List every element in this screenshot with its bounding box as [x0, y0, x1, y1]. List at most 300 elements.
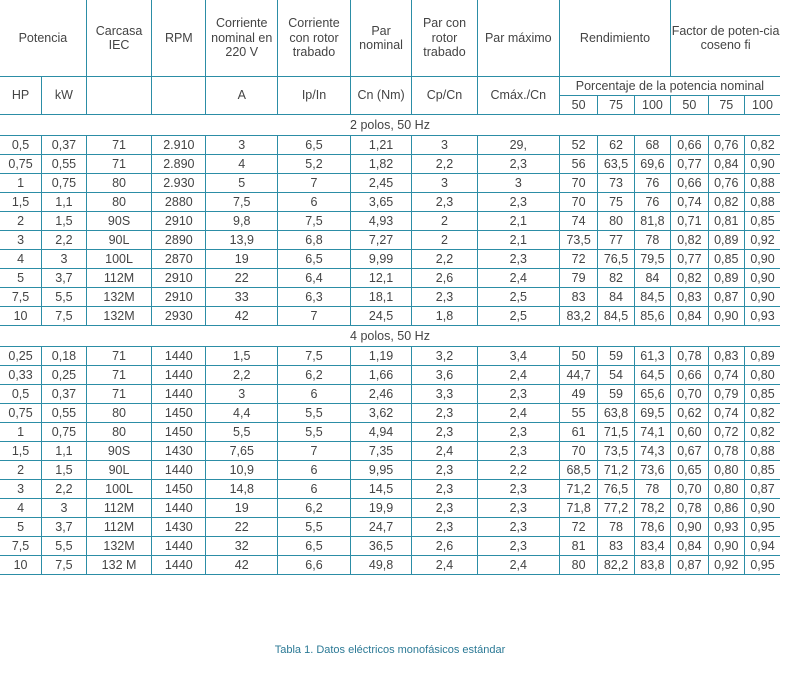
table-cell: 77,2 [598, 499, 634, 518]
table-cell: 0,71 [671, 212, 708, 231]
table-cell: 73,5 [559, 231, 597, 250]
table-cell: 3,7 [42, 269, 87, 288]
table-cell: 0,62 [671, 404, 708, 423]
table-cell: 2,3 [412, 193, 478, 212]
table-cell: 0,85 [744, 212, 780, 231]
table-cell: 0,92 [708, 556, 744, 575]
table-cell: 2.910 [152, 136, 206, 155]
table-cell: 55 [559, 404, 597, 423]
table-cell: 80 [86, 193, 152, 212]
table-cell: 71 [86, 347, 152, 366]
table-cell: 2,45 [350, 174, 411, 193]
table-cell: 5,5 [206, 423, 278, 442]
table-cell: 78,6 [634, 518, 670, 537]
table-cell: 84 [634, 269, 670, 288]
table-cell: 2,3 [477, 155, 559, 174]
table-cell: 3,4 [477, 347, 559, 366]
table-cell: 73,6 [634, 461, 670, 480]
table-cell: 14,8 [206, 480, 278, 499]
table-cell: 2,3 [477, 537, 559, 556]
table-cell: 24,7 [350, 518, 411, 537]
header-potencia: Potencia [0, 0, 86, 77]
table-cell: 4,94 [350, 423, 411, 442]
table-cell: 0,82 [671, 231, 708, 250]
table-cell: 71,2 [559, 480, 597, 499]
table-cell: 7,5 [278, 347, 351, 366]
table-cell: 0,66 [671, 174, 708, 193]
table-cell: 1440 [152, 499, 206, 518]
table-cell: 2,6 [412, 537, 478, 556]
table-cell: 2 [412, 231, 478, 250]
table-cell: 76,5 [598, 250, 634, 269]
table-cell: 2,2 [477, 461, 559, 480]
table-cell: 84,5 [634, 288, 670, 307]
table-cell: 85,6 [634, 307, 670, 326]
table-cell: 1440 [152, 537, 206, 556]
table-cell: 22 [206, 269, 278, 288]
table-cell: 0,92 [744, 231, 780, 250]
table-cell: 54 [598, 366, 634, 385]
table-cell: 81,8 [634, 212, 670, 231]
table-cell: 0,74 [708, 366, 744, 385]
table-cell: 2 [412, 212, 478, 231]
table-cell: 1450 [152, 480, 206, 499]
table-body [0, 115, 780, 575]
table-cell: 29, [477, 136, 559, 155]
table-cell: 2,3 [477, 250, 559, 269]
table-cell: 82 [598, 269, 634, 288]
table-cell: 24,5 [350, 307, 411, 326]
table-cell: 2,2 [412, 250, 478, 269]
table-cell: 6,2 [278, 499, 351, 518]
table-cell: 78 [634, 480, 670, 499]
table-cell: 0,74 [671, 193, 708, 212]
table-cell: 0,90 [744, 250, 780, 269]
table-cell: 2910 [152, 269, 206, 288]
section-header-row [0, 115, 780, 136]
table-cell: 132M [86, 307, 152, 326]
table-row [0, 518, 780, 537]
table-cell: 2880 [152, 193, 206, 212]
table-cell: 0,37 [42, 136, 87, 155]
table-cell: 2,1 [477, 231, 559, 250]
table-cell: 4 [0, 250, 42, 269]
subheader-porcentaje: Porcentaje de la potencia nominal [559, 77, 780, 96]
section-header-row [0, 326, 780, 347]
section-title: 4 polos, 50 Hz [0, 326, 780, 347]
table-cell: 6 [278, 480, 351, 499]
table-cell: 0,55 [42, 404, 87, 423]
table-cell: 5,5 [278, 423, 351, 442]
table-cell: 0,90 [744, 155, 780, 174]
table-cell: 100L [86, 480, 152, 499]
table-cell: 0,78 [708, 442, 744, 461]
table-cell: 71 [86, 385, 152, 404]
header-corriente-rotor: Corriente con rotor trabado [278, 0, 351, 77]
table-cell: 7,65 [206, 442, 278, 461]
table-cell: 71,8 [559, 499, 597, 518]
table-cell: 0,76 [708, 174, 744, 193]
table-cell: 63,5 [598, 155, 634, 174]
table-cell: 0,86 [708, 499, 744, 518]
subheader-kw: kW [42, 77, 87, 115]
table-cell: 5,2 [278, 155, 351, 174]
table-row [0, 269, 780, 288]
table-cell: 7,5 [42, 556, 87, 575]
table-row [0, 480, 780, 499]
table-cell: 2,4 [477, 404, 559, 423]
table-cell: 19,9 [350, 499, 411, 518]
table-cell: 36,5 [350, 537, 411, 556]
table-cell: 0,77 [671, 155, 708, 174]
table-cell: 2 [0, 461, 42, 480]
table-cell: 7,5 [42, 307, 87, 326]
table-cell: 0,84 [671, 307, 708, 326]
table-row [0, 174, 780, 193]
table-cell: 76 [634, 174, 670, 193]
table-cell: 0,66 [671, 136, 708, 155]
table-cell: 0,79 [708, 385, 744, 404]
table-cell: 2930 [152, 307, 206, 326]
table-row [0, 366, 780, 385]
table-cell: 84,5 [598, 307, 634, 326]
table-cell: 7,5 [278, 212, 351, 231]
table-row [0, 250, 780, 269]
table-cell: 70 [559, 442, 597, 461]
subheader-cp-cn: Cp/Cn [412, 77, 478, 115]
table-cell: 1440 [152, 347, 206, 366]
table-cell: 68 [634, 136, 670, 155]
table-cell: 0,70 [671, 385, 708, 404]
table-cell: 1,66 [350, 366, 411, 385]
table-cell: 1,82 [350, 155, 411, 174]
table-cell: 2,3 [477, 499, 559, 518]
subheader-rpm [152, 77, 206, 115]
table-cell: 71,5 [598, 423, 634, 442]
table-cell: 1,5 [0, 193, 42, 212]
table-cell: 2,3 [477, 193, 559, 212]
table-cell: 4,4 [206, 404, 278, 423]
table-cell: 42 [206, 556, 278, 575]
table-row [0, 556, 780, 575]
table-cell: 0,60 [671, 423, 708, 442]
table-cell: 0,87 [671, 556, 708, 575]
table-row [0, 288, 780, 307]
table-cell: 5,5 [278, 404, 351, 423]
table-cell: 90L [86, 231, 152, 250]
table-cell: 4 [206, 155, 278, 174]
header-row-main [0, 0, 780, 77]
table-cell: 56 [559, 155, 597, 174]
table-cell: 0,93 [744, 307, 780, 326]
subheader-rend-75: 75 [598, 96, 634, 115]
table-cell: 0,5 [0, 136, 42, 155]
table-row [0, 347, 780, 366]
table-cell: 1440 [152, 556, 206, 575]
table-cell: 3,7 [42, 518, 87, 537]
table-cell: 0,83 [708, 347, 744, 366]
table-cell: 7,35 [350, 442, 411, 461]
table-cell: 0,75 [0, 404, 42, 423]
table-cell: 0,66 [671, 366, 708, 385]
table-cell: 112M [86, 518, 152, 537]
table-cell: 2,4 [477, 366, 559, 385]
table-cell: 6,5 [278, 537, 351, 556]
table-cell: 0,70 [671, 480, 708, 499]
table-cell: 90L [86, 461, 152, 480]
table-cell: 5 [0, 518, 42, 537]
table-cell: 0,33 [0, 366, 42, 385]
table-cell: 71 [86, 366, 152, 385]
subheader-rend-100: 100 [634, 96, 670, 115]
table-cell: 112M [86, 269, 152, 288]
table-cell: 100L [86, 250, 152, 269]
table-cell: 6,4 [278, 269, 351, 288]
subheader-a: A [206, 77, 278, 115]
table-cell: 0,90 [708, 537, 744, 556]
table-cell: 83,8 [634, 556, 670, 575]
table-cell: 2,3 [477, 518, 559, 537]
table-cell: 2,1 [477, 212, 559, 231]
table-cell: 6 [278, 193, 351, 212]
subheader-ip-in: Ip/In [278, 77, 351, 115]
table-cell: 0,75 [42, 174, 87, 193]
table-row [0, 442, 780, 461]
table-cell: 0,87 [744, 480, 780, 499]
table-cell: 22 [206, 518, 278, 537]
table-cell: 4 [0, 499, 42, 518]
table-cell: 74,1 [634, 423, 670, 442]
table-cell: 10 [0, 556, 42, 575]
table-cell: 42 [206, 307, 278, 326]
table-cell: 90S [86, 442, 152, 461]
table-cell: 62 [598, 136, 634, 155]
table-cell: 65,6 [634, 385, 670, 404]
table-cell: 50 [559, 347, 597, 366]
table-cell: 132M [86, 288, 152, 307]
table-cell: 68,5 [559, 461, 597, 480]
header-par-nominal: Par nominal [350, 0, 411, 77]
table-cell: 71 [86, 155, 152, 174]
table-cell: 2,4 [477, 269, 559, 288]
table-cell: 0,55 [42, 155, 87, 174]
table-cell: 13,9 [206, 231, 278, 250]
table-cell: 1 [0, 174, 42, 193]
table-cell: 1,19 [350, 347, 411, 366]
table-cell: 3 [42, 250, 87, 269]
table-cell: 0,80 [744, 366, 780, 385]
table-cell: 79,5 [634, 250, 670, 269]
table-cell: 3 [0, 231, 42, 250]
table-cell: 0,67 [671, 442, 708, 461]
table-cell: 2,2 [42, 480, 87, 499]
table-cell: 3 [412, 174, 478, 193]
table-cell: 70 [559, 193, 597, 212]
table-cell: 2,3 [412, 404, 478, 423]
table-cell: 72 [559, 518, 597, 537]
header-carcasa: Carcasa IEC [86, 0, 152, 77]
table-cell: 49,8 [350, 556, 411, 575]
table-cell: 69,6 [634, 155, 670, 174]
table-cell: 2,4 [477, 556, 559, 575]
table-cell: 80 [86, 404, 152, 423]
table-cell: 5 [0, 269, 42, 288]
table-cell: 0,5 [0, 385, 42, 404]
table-cell: 7 [278, 442, 351, 461]
subheader-rend-50: 50 [559, 96, 597, 115]
table-cell: 72 [559, 250, 597, 269]
table-cell: 9,99 [350, 250, 411, 269]
table-cell: 0,80 [708, 461, 744, 480]
table-cell: 7,5 [0, 288, 42, 307]
table-cell: 6,3 [278, 288, 351, 307]
table-cell: 52 [559, 136, 597, 155]
table-cell: 1450 [152, 423, 206, 442]
table-cell: 7,5 [0, 537, 42, 556]
table-cell: 2,3 [477, 442, 559, 461]
table-cell: 0,95 [744, 518, 780, 537]
table-cell: 0,65 [671, 461, 708, 480]
table-cell: 32 [206, 537, 278, 556]
table-row [0, 136, 780, 155]
table-cell: 2,2 [412, 155, 478, 174]
table-row [0, 307, 780, 326]
table-cell: 7 [278, 174, 351, 193]
table-cell: 18,1 [350, 288, 411, 307]
table-cell: 33 [206, 288, 278, 307]
table-cell: 0,82 [708, 193, 744, 212]
table-cell: 0,77 [671, 250, 708, 269]
header-row-units [0, 77, 780, 96]
table-cell: 75 [598, 193, 634, 212]
table-cell: 0,78 [671, 499, 708, 518]
table-cell: 7,27 [350, 231, 411, 250]
table-cell: 3,3 [412, 385, 478, 404]
table-cell: 78 [634, 231, 670, 250]
section-title: 2 polos, 50 Hz [0, 115, 780, 136]
table-cell: 73,5 [598, 442, 634, 461]
table-cell: 90S [86, 212, 152, 231]
table-cell: 2,3 [412, 499, 478, 518]
table-cell: 14,5 [350, 480, 411, 499]
table-cell: 0,89 [744, 347, 780, 366]
table-cell: 2,3 [412, 518, 478, 537]
table-cell: 0,76 [708, 136, 744, 155]
table-cell: 2.890 [152, 155, 206, 174]
table-cell: 78 [598, 518, 634, 537]
table-cell: 83,4 [634, 537, 670, 556]
table-cell: 61,3 [634, 347, 670, 366]
table-cell: 0,18 [42, 347, 87, 366]
table-cell: 3,62 [350, 404, 411, 423]
table-cell: 6,2 [278, 366, 351, 385]
table-cell: 0,95 [744, 556, 780, 575]
table-cell: 7,5 [206, 193, 278, 212]
table-cell: 63,8 [598, 404, 634, 423]
table-cell: 1,8 [412, 307, 478, 326]
header-factor-potencia: Factor de poten-cia coseno fi [671, 23, 780, 52]
table-cell: 73 [598, 174, 634, 193]
table-cell: 74 [559, 212, 597, 231]
table-cell: 6,8 [278, 231, 351, 250]
table-row [0, 212, 780, 231]
table-cell: 132M [86, 537, 152, 556]
header-par-rotor: Par con rotor trabado [412, 0, 478, 77]
table-cell: 7 [278, 307, 351, 326]
table-cell: 76 [634, 193, 670, 212]
table-cell: 80 [559, 556, 597, 575]
table-cell: 0,87 [708, 288, 744, 307]
table-cell: 64,5 [634, 366, 670, 385]
table-cell: 19 [206, 499, 278, 518]
header-rpm: RPM [152, 0, 206, 77]
table-cell: 2,5 [477, 307, 559, 326]
table-cell: 0,90 [744, 499, 780, 518]
table-cell: 77 [598, 231, 634, 250]
table-row [0, 385, 780, 404]
table-cell: 3,2 [412, 347, 478, 366]
table-cell: 3 [206, 136, 278, 155]
table-cell: 0,82 [744, 423, 780, 442]
table-cell: 2,3 [412, 461, 478, 480]
table-cell: 1,5 [42, 461, 87, 480]
table-cell: 2,2 [42, 231, 87, 250]
table-row [0, 537, 780, 556]
table-cell: 0,90 [671, 518, 708, 537]
table-row [0, 155, 780, 174]
table-cell: 4,93 [350, 212, 411, 231]
table-cell: 80 [598, 212, 634, 231]
table-cell: 0,83 [671, 288, 708, 307]
table-cell: 10,9 [206, 461, 278, 480]
table-row [0, 231, 780, 250]
subheader-fp-50: 50 [671, 96, 708, 115]
table-cell: 6,5 [278, 250, 351, 269]
table-row [0, 499, 780, 518]
table-cell: 0,75 [42, 423, 87, 442]
table-cell: 0,90 [708, 307, 744, 326]
table-cell: 0,94 [744, 537, 780, 556]
table-cell: 1440 [152, 385, 206, 404]
table-cell: 0,78 [671, 347, 708, 366]
table-cell: 2,4 [412, 442, 478, 461]
table-cell: 2,3 [412, 288, 478, 307]
table-cell: 0,93 [708, 518, 744, 537]
table-cell: 1 [0, 423, 42, 442]
table-cell: 70 [559, 174, 597, 193]
table-cell: 2,3 [412, 423, 478, 442]
table-cell: 0,82 [671, 269, 708, 288]
table-cell: 0,85 [744, 461, 780, 480]
table-cell: 49 [559, 385, 597, 404]
table-cell: 2,46 [350, 385, 411, 404]
table-cell: 83 [559, 288, 597, 307]
table-cell: 2,6 [412, 269, 478, 288]
table-cell: 59 [598, 385, 634, 404]
table-cell: 1,1 [42, 193, 87, 212]
table-cell: 0,82 [744, 136, 780, 155]
table-caption: Tabla 1. Datos eléctricos monofásicos estándar [274, 644, 506, 656]
table-cell: 0,82 [744, 404, 780, 423]
table-cell: 6,6 [278, 556, 351, 575]
table-cell: 1440 [152, 366, 206, 385]
subheader-fp-100: 100 [744, 96, 780, 115]
table-cell: 3 [477, 174, 559, 193]
table-cell: 76,5 [598, 480, 634, 499]
table-cell: 0,90 [744, 288, 780, 307]
table-cell: 79 [559, 269, 597, 288]
table-cell: 3 [0, 480, 42, 499]
